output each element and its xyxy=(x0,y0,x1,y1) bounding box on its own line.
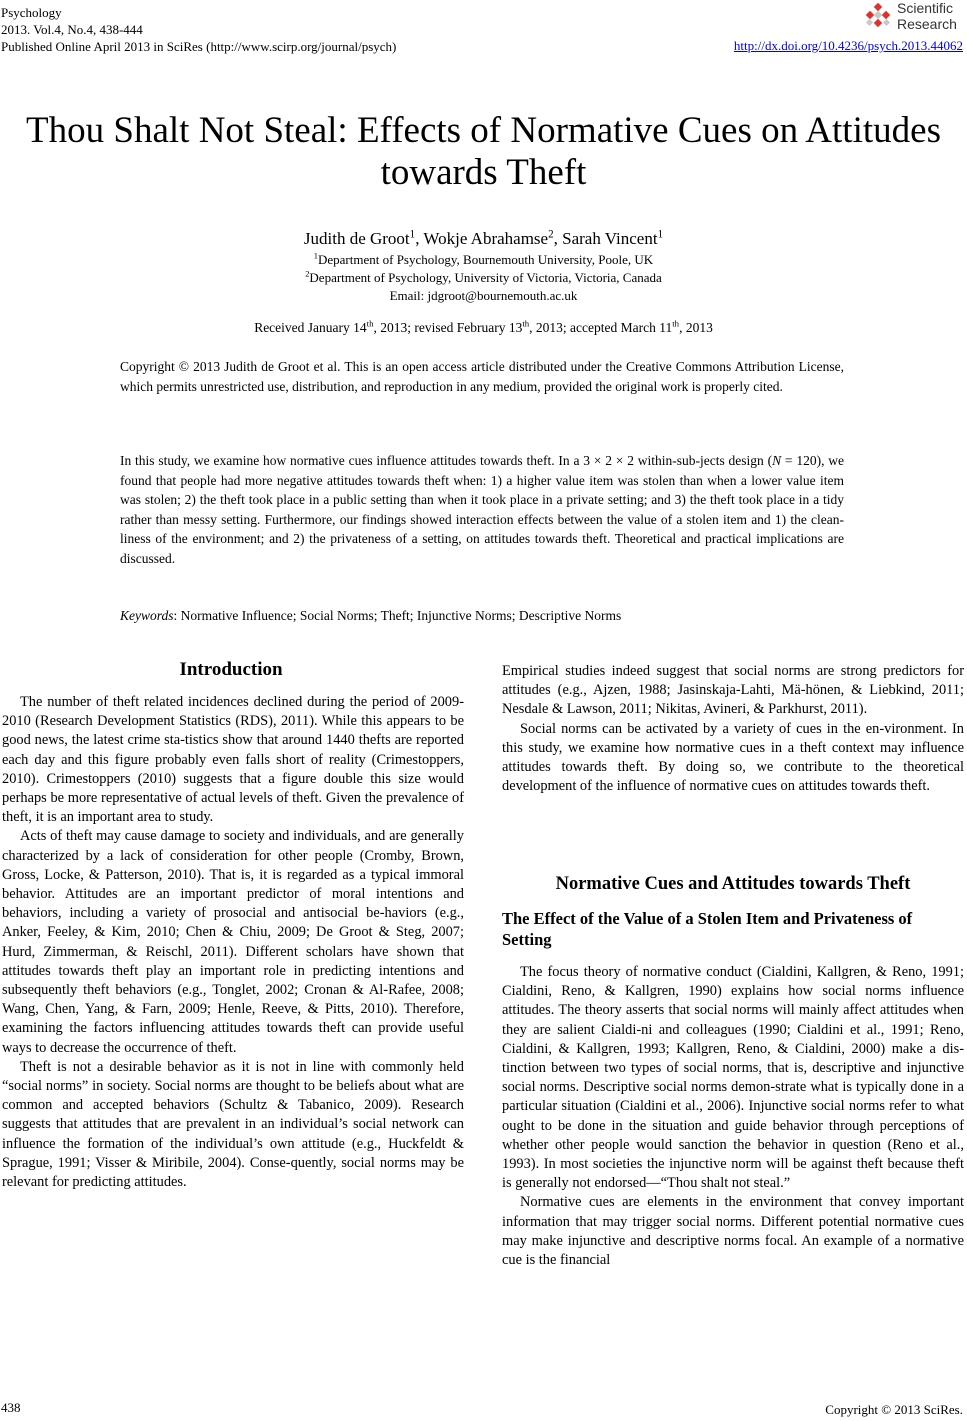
scirp-logo-icon xyxy=(863,2,895,34)
subsection-heading: The Effect of the Value of a Stolen Item and Privateness of Setting xyxy=(502,909,913,949)
paragraph: The number of theft related incidences declined during the period of 2009-2010 (Research Development Statistics (RDS), 2011). While this appears to be good news, the latest crime sta-tistics show that around 1440 thefts are reported each day and this figure probably even falls short of reality (Crimestoppers, 2010). Crimestoppers (2010) suggests that a figure double this size would perhaps be more representative of actual levels of theft. Given the prevalence of theft, it is an important area to study. xyxy=(2,694,464,826)
affiliation-2: $^2$Department of Psychology, University of Victoria, Victoria, Canada xyxy=(305,268,662,285)
affiliation-1: $^1$Department of Psychology, Bournemouth University, Poole, UK xyxy=(313,250,654,267)
journal-header xyxy=(1,4,396,55)
footer-copyright: Copyright © 2013 SciRes. xyxy=(825,1402,963,1417)
publication-info: Published Online April 2013 in SciRes (http://www.scirp.org/journal/psych) xyxy=(1,39,397,54)
section-heading-introduction: Introduction xyxy=(179,659,283,680)
author-affiliation-mark: 1 xyxy=(409,228,416,241)
author-name: Sarah Vincent xyxy=(562,229,658,248)
author-name: Wokje Abrahamse xyxy=(423,229,549,248)
received-dates: Received January 14th, 2013; revised February 13th, 2013; accepted March 11th, 2013 xyxy=(254,318,713,335)
right-column-top xyxy=(502,662,964,796)
author-separator: , xyxy=(553,229,563,248)
author-affiliation-mark: 2 xyxy=(548,228,554,241)
section-heading-normative-cues: Normative Cues and Attitudes towards Theft xyxy=(555,874,911,894)
author-name: Judith de Groot xyxy=(303,229,410,248)
paragraph: Social norms can be activated by a variety of cues in the en-vironment. In this study, we examine how normative cues in a theft context may influence attitudes towards theft. By doing so, we contribute to the theoretical development of the influence of normative cues on attitudes towards theft. xyxy=(502,720,964,795)
page-number: 438 xyxy=(1,1400,21,1415)
paragraph: Acts of theft may cause damage to society and individuals, and are generally characterized by a lack of consideration for other people (Cromby, Brown, Gross, Locke, & Patterson, 2010). That is, it is regarded as a typical immoral behavior. Attitudes are an important predictor of moral intentions and behaviors, including a variety of prosocial and antisocial be-haviors (e.g., Anker, Feeley, & Kim, 2010; Chen & Chiu, 2009; De Groot & Steg, 2007; Hurd, Zimmerman, & Reischl, 2011). Different scholars have shown that attitudes towards theft play an important role in predicting intentions and subsequently theft behaviors (e.g., Tonglet, 2002; Cronan & Al-Rafee, 2008; Wang, Chen, Yang, & Farn, 2009; Henle, Reeve, & Pitts, 2010). Therefore, examining the factors influencing attitudes towards theft can provide useful ways to decrease the occurrence of theft. xyxy=(2,828,464,1056)
paragraph: The focus theory of normative conduct (Cialdini, Kallgren, & Reno, 1991; Cialdini, Reno, & Kallgren, 1990) explains how social norms influence attitudes. The theory asserts that social norms will mainly affect attitudes when they are salient Cialdi-ni and colleagues (1990; Cialdini et al., 1991; Reno, Cialdini, & Kallgren, 1993; Kallgren, Reno, & Cialdini, 2000) make a dis-tinction between two types of social norms, that is, descriptive and injunctive social norms. Descriptive social norms demon-strate what is typically done in a particular situation (Cialdini et al., 2006). Injunctive social norms refer to what ought to be done in the situation and guide behavior through perceptions of whether other people would sanction the behavior in question (Reno et al., 1993). In most societies the injunctive norm will be against theft because theft is generally not endorsed—“Thou shalt not steal.” xyxy=(502,964,964,1192)
keywords: Keywords: Normative Influence; Social Norms; Theft; Injunctive Norms; Descriptive Norms xyxy=(120,608,622,623)
left-column xyxy=(2,693,464,1192)
abstract: In this study, we examine how normative cues influence attitudes towards theft. In a 3 × 2 × 2 within-sub-jects design (N = 120), we found that people had more negative attitudes towards theft when: 1) a higher value item was stolen than when a lower value item was stolen; 2) the theft took place in a public setting than when it took place in a private setting; and 3) the theft took place in a tidy rather than messy setting. Furthermore, our findings showed interaction effects between the value of a stolen item and 1) the clean-liness of the environment; and 2) the privateness of a setting, on attitudes towards theft. Theoretical and practical implications are discussed. xyxy=(120,453,844,566)
author-email: Email: jdgroot@bournemouth.ac.uk xyxy=(389,288,578,303)
author-affiliation-mark: 1 xyxy=(657,228,664,241)
logo-text: Scientific Research xyxy=(897,0,957,32)
journal-name: Psychology xyxy=(1,5,62,20)
copyright-notice: Copyright © 2013 Judith de Groot et al. This is an open access article distributed under the Creative Commons Attribution License, which permits unrestricted use, distribution, and reproduction in any medium, provided the original work is properly cited. xyxy=(120,359,844,394)
paragraph: Theft is not a desirable behavior as it is not in line with commonly held “social norms” in society. Social norms are thought to be beliefs about what are common and accepted behaviors (Schultz & Tabanico, 2009). Research suggests that attitudes that are prevalent in an individual’s social network can influence the formation of the individual’s own attitude (e.g., Huckfeldt & Sprague, 1991; Visser & Miribile, 2004). Conse-quently, social norms may be relevant for predicting attitudes. xyxy=(2,1058,464,1191)
author-list xyxy=(0,228,967,250)
doi-link[interactable]: http://dx.doi.org/10.4236/psych.2013.44062 xyxy=(733,38,963,53)
article-title: Thou Shalt Not Steal: Effects of Normative Cues on Attitudes towards Theft xyxy=(26,110,941,193)
journal-volume: 2013. Vol.4, No.4, 438-444 xyxy=(1,22,143,37)
paragraph: Empirical studies indeed suggest that social norms are strong predictors for attitudes (e.g., Ajzen, 1988; Jasinskaja-Lahti, Mä-hönen, & Liebkind, 2011; Nesdale & Lawson, 2011; Nikitas, Avineri, & Parkhurst, 2011). xyxy=(502,663,964,718)
publisher-logo xyxy=(863,0,963,36)
author-separator: , xyxy=(415,229,424,248)
right-column-bottom xyxy=(502,963,964,1270)
paragraph: Normative cues are elements in the environment that convey important information that may trigger social norms. Different potential normative cues may make injunctive and descriptive norms focal. An example of a normative cue is the financial xyxy=(502,1194,964,1269)
